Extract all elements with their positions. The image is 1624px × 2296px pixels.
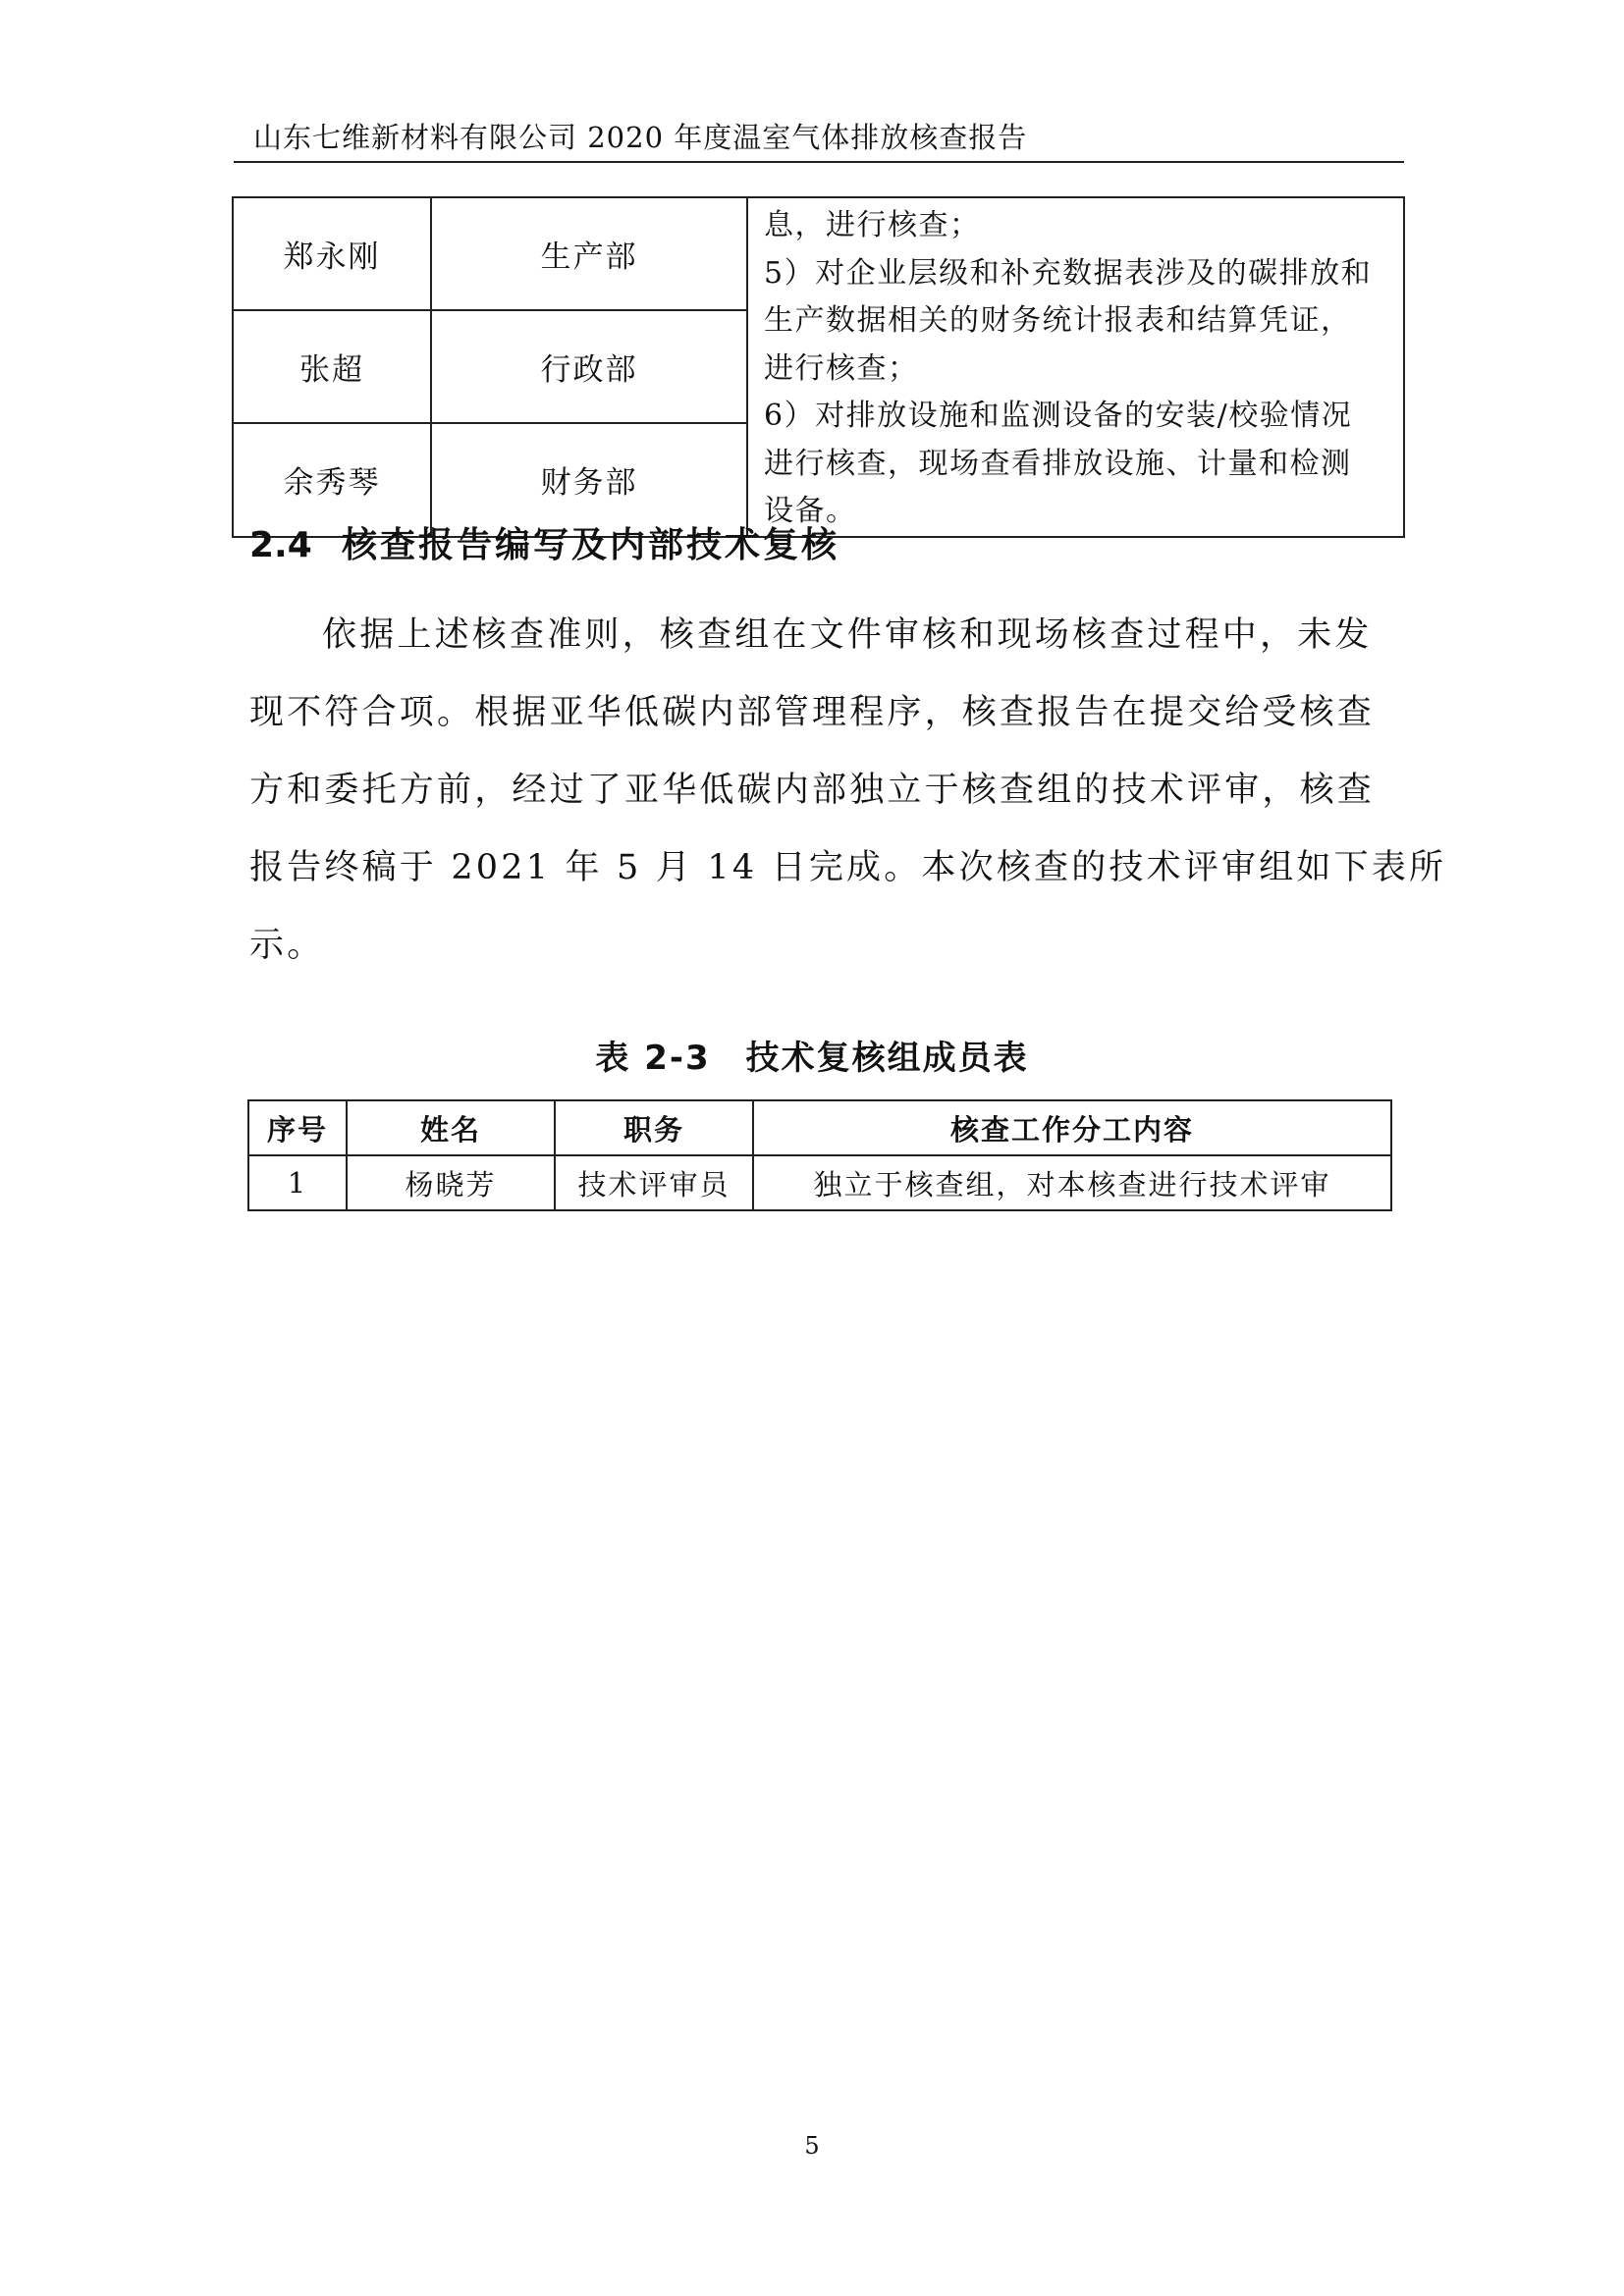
page-number: 5 — [804, 2132, 820, 2160]
table-header-row — [248, 1100, 1391, 1155]
audit-team-table-continued — [232, 196, 1405, 538]
cell-number: 1 — [248, 1155, 347, 1210]
cell-name: 杨晓芳 — [347, 1155, 555, 1210]
table-caption — [0, 1031, 1624, 1079]
paragraph-line: 依据上述核查准则，核查组在文件审核和现场核查过程中，未发 — [322, 615, 1373, 655]
column-header-duties: 核查工作分工内容 — [753, 1100, 1391, 1155]
paragraph-line: 方和委托方前，经过了亚华低碳内部独立于核查组的技术评审，核查 — [249, 771, 1376, 810]
body-paragraph — [249, 597, 1447, 985]
page-header — [234, 108, 1404, 163]
cell-role: 技术评审员 — [555, 1155, 753, 1210]
section-title: 核查报告编写及内部技术复核 — [342, 525, 840, 565]
duty-line: 进行核查，现场查看排放设施、计量和检测 — [764, 446, 1352, 481]
section-heading — [249, 517, 839, 567]
duty-line: 进行核查； — [764, 350, 919, 386]
paragraph-line: 报告终稿于 2021 年 5 月 14 日完成。本次核查的技术评审组如下表所 — [249, 848, 1447, 887]
cell-duties: 独立于核查组，对本核查进行技术评审 — [753, 1155, 1391, 1210]
header-title: 山东七维新材料有限公司 2020 年度温室气体排放核查报告 — [253, 121, 1028, 154]
technical-review-table — [247, 1099, 1392, 1211]
paragraph-line: 现不符合项。根据亚华低碳内部管理程序，核查报告在提交给受核查 — [249, 693, 1376, 732]
duty-line: 息，进行核查； — [764, 208, 981, 242]
paragraph-line: 示。 — [249, 926, 325, 965]
member-department: 行政部 — [431, 310, 747, 423]
member-name: 郑永刚 — [233, 197, 431, 310]
member-name: 余秀琴 — [233, 423, 431, 536]
duty-line: 5）对企业层级和补充数据表涉及的碳排放和 — [764, 255, 1373, 291]
member-department: 生产部 — [431, 197, 747, 310]
column-header-number: 序号 — [248, 1100, 347, 1155]
duty-line: 6）对排放设施和监测设备的安装/校验情况 — [764, 399, 1353, 433]
table-caption-label: 表 2-3 — [595, 1039, 711, 1078]
section-number: 2.4 — [249, 525, 312, 565]
member-name: 张超 — [233, 310, 431, 423]
table-row — [248, 1155, 1391, 1210]
column-header-name: 姓名 — [347, 1100, 555, 1155]
duty-line: 生产数据相关的财务统计报表和结算凭证， — [764, 303, 1352, 338]
member-department: 财务部 — [431, 423, 747, 536]
member-duties — [747, 197, 1404, 537]
table-caption-title: 技术复核组成员表 — [745, 1039, 1029, 1078]
duty-line: 设备。 — [764, 494, 857, 528]
table-row — [233, 197, 1404, 310]
column-header-role: 职务 — [555, 1100, 753, 1155]
